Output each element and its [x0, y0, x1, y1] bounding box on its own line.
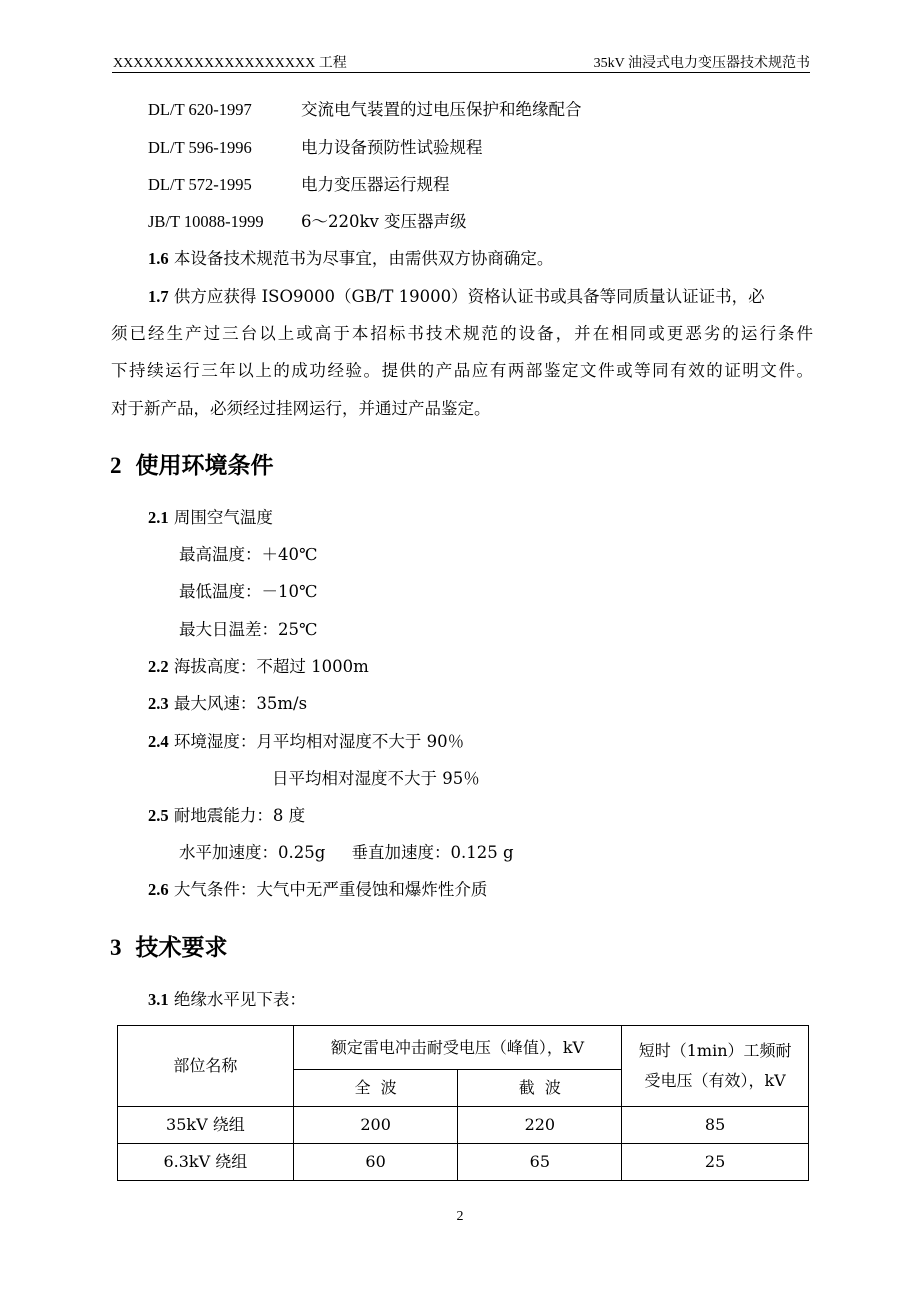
col-header-power-line1: 短时（1min）工频耐 — [638, 1041, 792, 1060]
clause-text: 绝缘水平见下表： — [173, 990, 306, 1009]
clause-number: 2.6 — [148, 880, 169, 899]
standard-item — [148, 100, 582, 120]
col-header-power-frequency — [622, 1026, 809, 1107]
clause-1-7-line2: 须已经生产过三台以上或高于本招标书技术规范的设备，并在相同或更恶劣的运行条件 — [111, 324, 813, 343]
col-header-full-wave: 全 波 — [293, 1070, 458, 1107]
cell-part: 35kV 绕组 — [118, 1107, 294, 1144]
cell-part: 6.3kV 绕组 — [118, 1144, 294, 1181]
col-header-lightning-impulse: 额定雷电冲击耐受电压（峰值），kV — [293, 1026, 621, 1070]
standard-item — [148, 138, 483, 158]
cell-power-frequency: 25 — [622, 1144, 809, 1181]
section-3-heading — [110, 934, 228, 962]
cell-chopped-wave: 65 — [458, 1144, 622, 1181]
table-row — [118, 1144, 809, 1181]
col-header-power-line2: 受电压（有效），kV — [644, 1071, 786, 1090]
clause-text: 耐地震能力：8 度 — [173, 806, 306, 825]
min-temperature: 最低温度：－10℃ — [179, 582, 318, 601]
clause-number: 2.5 — [148, 806, 169, 825]
clause-number: 3.1 — [148, 990, 169, 1009]
section-title: 使用环境条件 — [135, 453, 274, 479]
section-title: 技术要求 — [135, 935, 228, 961]
header-rule — [112, 72, 810, 73]
standard-title: 交流电气装置的过电压保护和绝缘配合 — [301, 100, 582, 119]
clause-2-2 — [148, 657, 369, 677]
header-project: XXXXXXXXXXXXXXXXXXXX 工程 — [113, 56, 347, 71]
cell-power-frequency: 85 — [622, 1107, 809, 1144]
col-header-chopped-wave: 截 波 — [458, 1070, 622, 1107]
table-row — [118, 1107, 809, 1144]
standard-item — [148, 175, 450, 195]
clause-2-3 — [148, 694, 307, 714]
clause-text: 本设备技术规范书为尽事宜，由需供双方协商确定。 — [173, 249, 554, 268]
section-number: 2 — [110, 453, 122, 478]
seismic-acceleration: 水平加速度：0.25g 垂直加速度：0.125 g — [179, 843, 514, 862]
cell-full-wave: 200 — [293, 1107, 458, 1144]
section-2-heading — [110, 452, 274, 480]
clause-1-7-line4: 对于新产品，必须经过挂网运行，并通过产品鉴定。 — [111, 399, 491, 418]
standard-title: 电力设备预防性试验规程 — [301, 138, 483, 157]
clause-number: 2.1 — [148, 508, 169, 527]
standard-item — [148, 212, 467, 232]
daily-temperature-range: 最大日温差：25℃ — [179, 620, 318, 639]
page-number: 2 — [456, 1209, 464, 1224]
clause-text: 周围空气温度 — [173, 508, 273, 527]
clause-3-1 — [148, 990, 306, 1010]
daily-humidity: 日平均相对湿度不大于 95％ — [272, 769, 480, 788]
clause-text: 大气条件：大气中无严重侵蚀和爆炸性介质 — [173, 880, 488, 899]
standard-code: DL/T 572-1995 — [148, 175, 252, 194]
clause-text: 最大风速：35m/s — [173, 694, 308, 713]
clause-2-4 — [148, 732, 464, 752]
cell-full-wave: 60 — [293, 1144, 458, 1181]
clause-number: 1.7 — [148, 287, 169, 306]
standard-code: DL/T 620-1997 — [148, 100, 252, 119]
clause-1-7-line3: 下持续运行三年以上的成功经验。提供的产品应有两部鉴定文件或等同有效的证明文件。 — [111, 361, 813, 380]
clause-number: 2.3 — [148, 694, 169, 713]
header-doc-title: 35kV 油浸式电力变压器技术规范书 — [593, 56, 810, 71]
standard-title: 电力变压器运行规程 — [301, 175, 450, 194]
standard-code: DL/T 596-1996 — [148, 138, 252, 157]
col-header-part: 部位名称 — [118, 1026, 294, 1107]
clause-number: 2.2 — [148, 657, 169, 676]
clause-2-5 — [148, 806, 305, 826]
clause-number: 1.6 — [148, 249, 169, 268]
clause-text: 环境湿度：月平均相对湿度不大于 90％ — [173, 732, 465, 751]
clause-number: 2.4 — [148, 732, 169, 751]
clause-2-6 — [148, 880, 487, 900]
max-temperature: 最高温度：＋40℃ — [179, 545, 318, 564]
clause-text: 供方应获得 ISO9000（GB/T 19000）资格认证书或具备等同质量认证证书，必 — [173, 287, 765, 306]
clause-1-7 — [148, 287, 765, 307]
clause-1-6 — [148, 249, 553, 269]
standard-code: JB/T 10088-1999 — [148, 212, 264, 231]
cell-chopped-wave: 220 — [458, 1107, 622, 1144]
insulation-level-table — [117, 1025, 809, 1181]
standard-title: 6～220kv 变压器声级 — [301, 212, 467, 231]
section-number: 3 — [110, 935, 122, 960]
clause-2-1 — [148, 508, 273, 528]
clause-text: 海拔高度：不超过 1000m — [173, 657, 369, 676]
